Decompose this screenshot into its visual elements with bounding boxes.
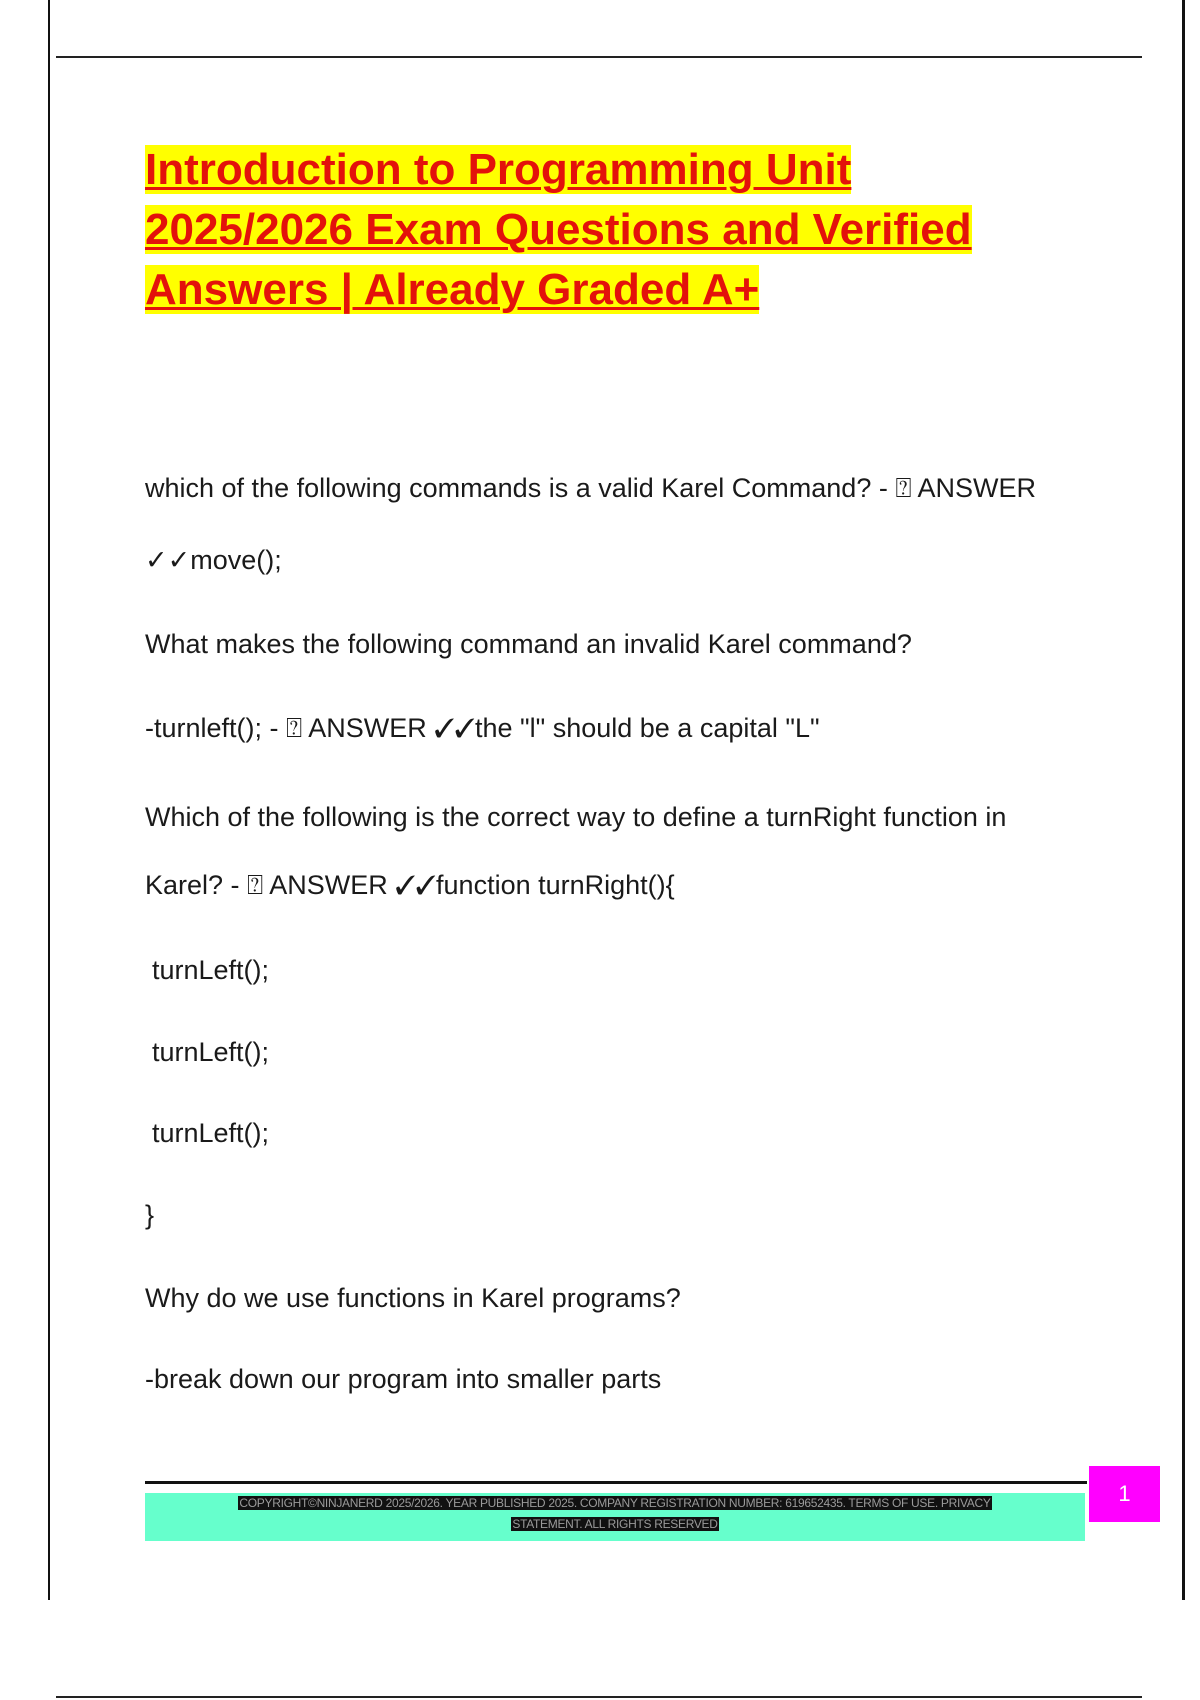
- document-title: [145, 140, 1095, 320]
- question-line: Which of the following is the correct way to define a turnRight function in: [145, 802, 1007, 832]
- question-line: What makes the following command an invalid Karel command?: [145, 629, 912, 659]
- answer-line: -turnleft(); - ⍰ ANSWER ✓✓the "l" should be a capital "L": [145, 713, 820, 743]
- copyright-footer: [145, 1493, 1085, 1541]
- code-line: turnLeft();: [152, 1037, 270, 1067]
- title-line: 2025/2026 Exam Questions and Verified: [145, 205, 972, 254]
- copyright-line: STATEMENT. ALL RIGHTS RESERVED: [512, 1517, 718, 1531]
- code-line: turnLeft();: [152, 955, 270, 985]
- question-line: Why do we use functions in Karel programs?: [145, 1283, 681, 1313]
- footer-rule: [145, 1481, 1087, 1484]
- answer-line: -break down our program into smaller parts: [145, 1364, 662, 1394]
- page-border-right: [1182, 0, 1185, 1600]
- title-line: Answers | Already Graded A+: [145, 265, 760, 314]
- code-line: turnLeft();: [152, 1118, 270, 1148]
- copyright-line: COPYRIGHT©NINJANERD 2025/2026. YEAR PUBLISHED 2025. COMPANY REGISTRATION NUMBER: 619652435. TERMS OF USE. PRIVACY: [239, 1496, 991, 1510]
- page-number: 1: [1089, 1466, 1160, 1522]
- answer-line: ✓✓move();: [145, 545, 282, 575]
- answer-line: Karel? - ⍰ ANSWER ✓✓function turnRight(){: [145, 870, 675, 900]
- next-page-top-rule: [56, 1696, 1142, 1698]
- title-line: Introduction to Programming Unit: [145, 145, 852, 194]
- code-line: }: [145, 1200, 155, 1230]
- question-line: which of the following commands is a valid Karel Command? - ⍰ ANSWER: [145, 473, 1037, 503]
- top-rule: [56, 56, 1142, 58]
- page-border-left: [48, 0, 50, 1600]
